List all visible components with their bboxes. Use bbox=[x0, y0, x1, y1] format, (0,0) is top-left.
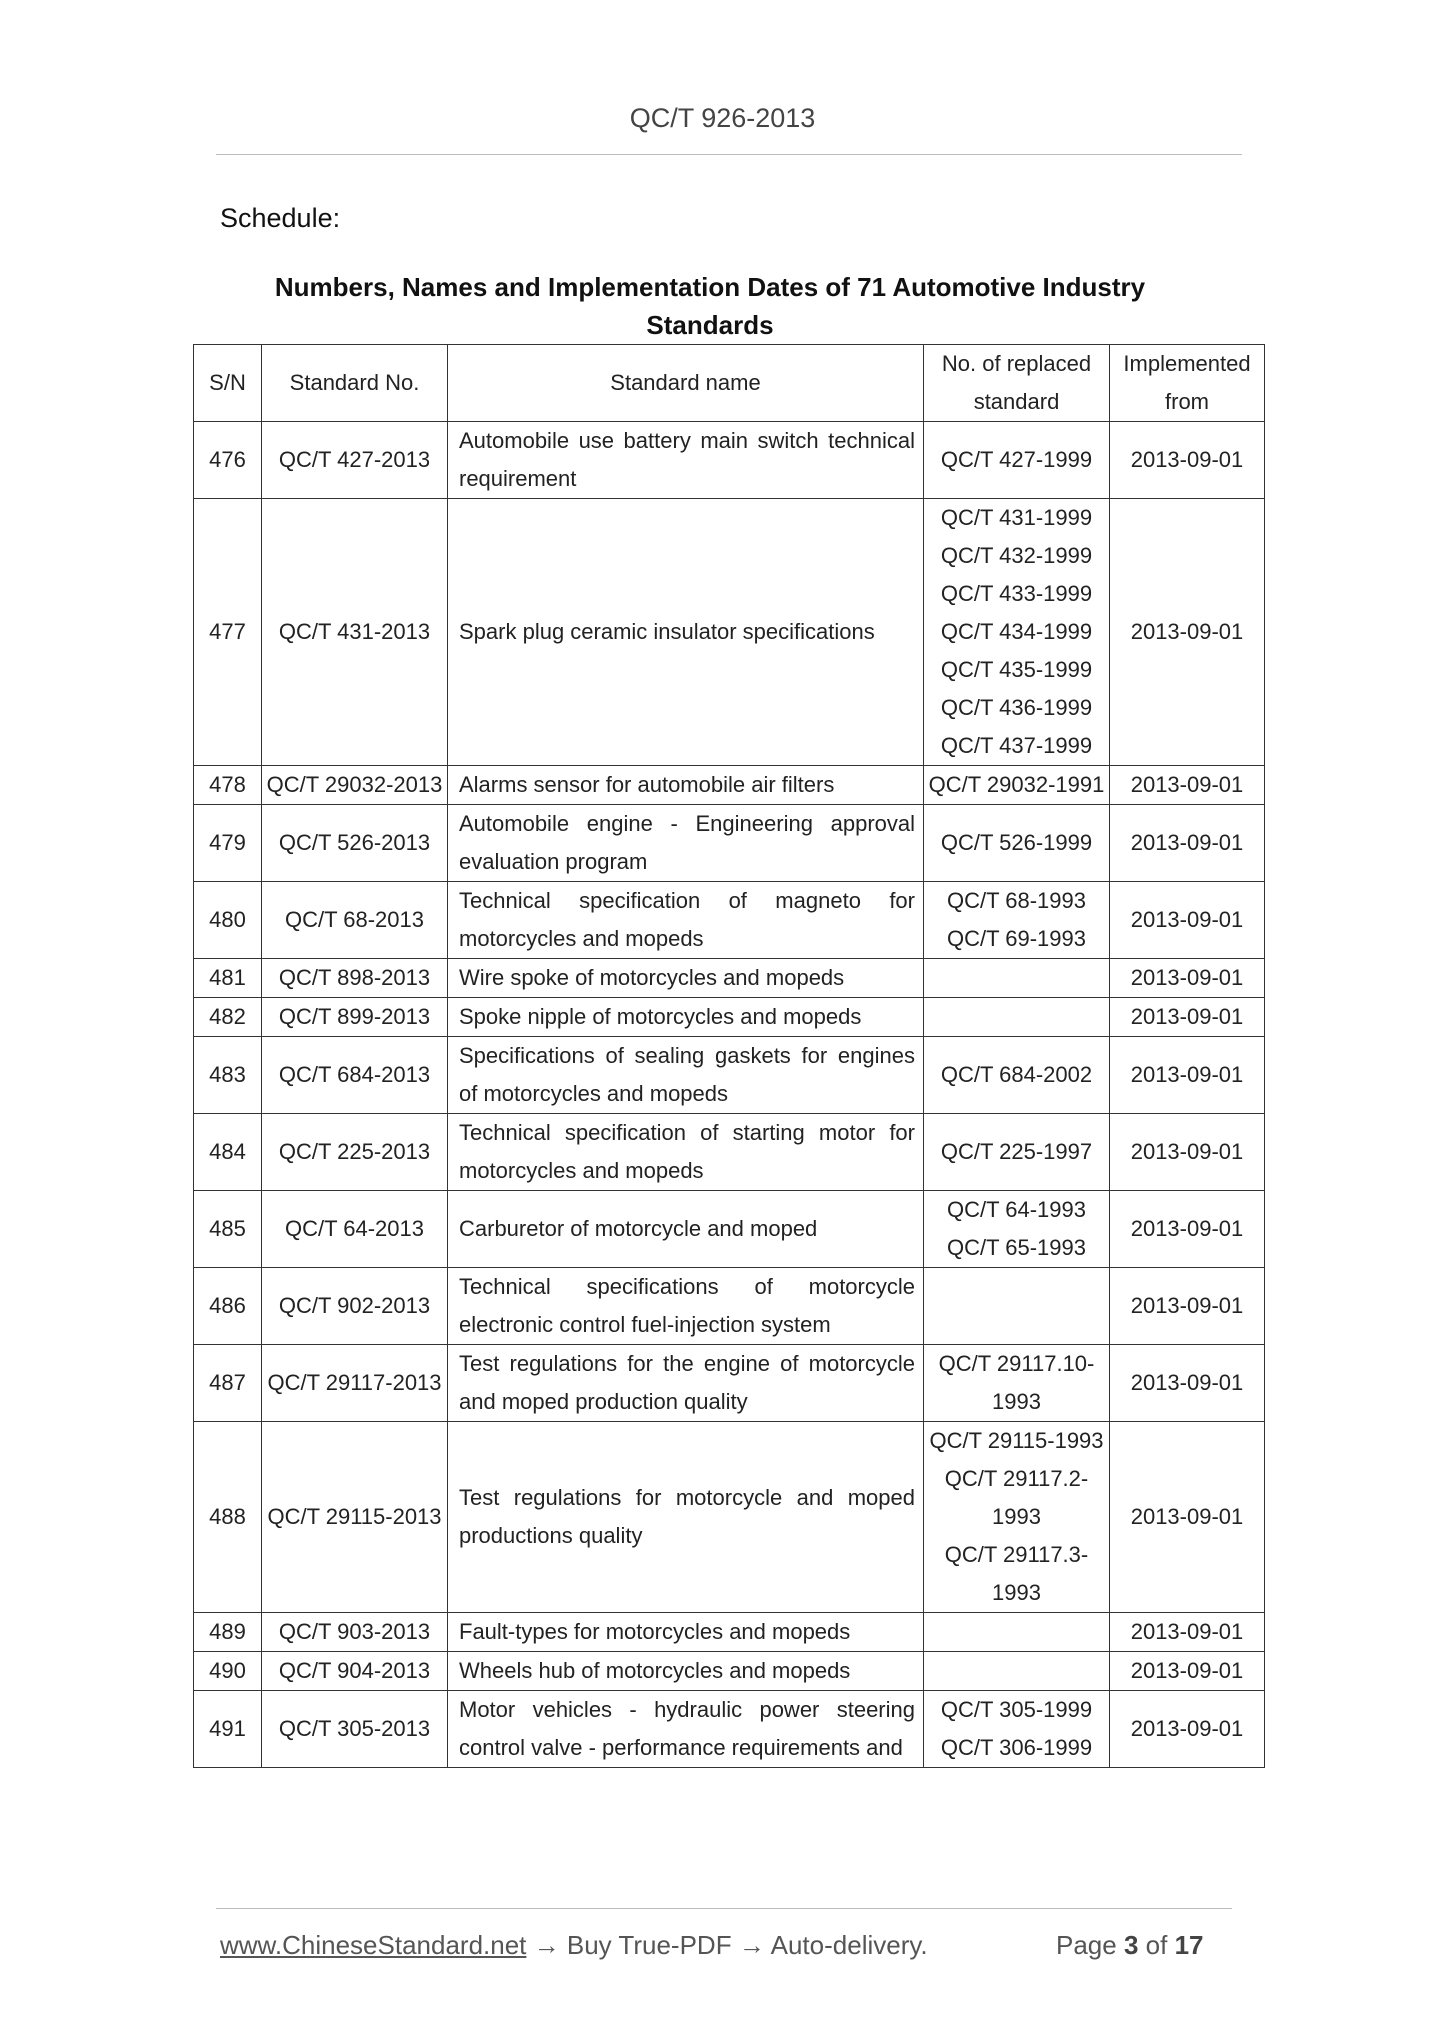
replaced-standard: QC/T 29032-1991 bbox=[928, 772, 1105, 797]
header-divider bbox=[216, 154, 1242, 155]
cell-replaced bbox=[924, 1652, 1110, 1691]
cell-standard-name: Automobile engine - Engineering approval evaluation program bbox=[448, 805, 924, 882]
col-header-standard-name: Standard name bbox=[448, 345, 924, 422]
cell-standard-no: QC/T 904-2013 bbox=[262, 1652, 448, 1691]
table-row bbox=[194, 1613, 1265, 1652]
cell-implemented: 2013-09-01 bbox=[1110, 882, 1265, 959]
cell-sn: 487 bbox=[194, 1345, 262, 1422]
auto-delivery-text: Auto-delivery. bbox=[770, 1930, 928, 1960]
cell-sn: 478 bbox=[194, 766, 262, 805]
replaced-standard: QC/T 433-1999 bbox=[940, 581, 1093, 606]
cell-implemented: 2013-09-01 bbox=[1110, 998, 1265, 1037]
cell-replaced bbox=[924, 1037, 1110, 1114]
cell-standard-name: Alarms sensor for automobile air filters bbox=[448, 766, 924, 805]
table-row bbox=[194, 1268, 1265, 1345]
table-row bbox=[194, 1422, 1265, 1613]
cell-standard-no: QC/T 427-2013 bbox=[262, 422, 448, 499]
cell-sn: 489 bbox=[194, 1613, 262, 1652]
replaced-standard: QC/T 684-2002 bbox=[940, 1062, 1093, 1087]
table-row bbox=[194, 1114, 1265, 1191]
table-row bbox=[194, 1345, 1265, 1422]
cell-standard-name: Fault-types for motorcycles and mopeds bbox=[448, 1613, 924, 1652]
cell-implemented: 2013-09-01 bbox=[1110, 766, 1265, 805]
cell-sn: 491 bbox=[194, 1691, 262, 1768]
cell-sn: 490 bbox=[194, 1652, 262, 1691]
cell-standard-no: QC/T 29032-2013 bbox=[262, 766, 448, 805]
table-row bbox=[194, 422, 1265, 499]
cell-sn: 480 bbox=[194, 882, 262, 959]
table-row bbox=[194, 1652, 1265, 1691]
cell-implemented: 2013-09-01 bbox=[1110, 1191, 1265, 1268]
table-row bbox=[194, 1037, 1265, 1114]
cell-sn: 485 bbox=[194, 1191, 262, 1268]
current-page: 3 bbox=[1123, 1930, 1139, 1960]
cell-standard-name: Carburetor of motorcycle and moped bbox=[448, 1191, 924, 1268]
cell-standard-no: QC/T 898-2013 bbox=[262, 959, 448, 998]
col-header-implemented: Implemented from bbox=[1110, 345, 1265, 422]
cell-standard-no: QC/T 684-2013 bbox=[262, 1037, 448, 1114]
cell-standard-name: Wire spoke of motorcycles and mopeds bbox=[448, 959, 924, 998]
replaced-standard: QC/T 65-1993 bbox=[946, 1235, 1086, 1260]
table-row bbox=[194, 882, 1265, 959]
replaced-standard: QC/T 526-1999 bbox=[940, 830, 1093, 855]
of-word: of bbox=[1145, 1930, 1168, 1960]
table-row bbox=[194, 1691, 1265, 1768]
table-row bbox=[194, 766, 1265, 805]
cell-implemented: 2013-09-01 bbox=[1110, 1691, 1265, 1768]
cell-replaced bbox=[924, 1114, 1110, 1191]
footer-links bbox=[220, 1930, 928, 1961]
replaced-standard: QC/T 305-1999 bbox=[940, 1697, 1093, 1722]
cell-sn: 479 bbox=[194, 805, 262, 882]
cell-replaced bbox=[924, 499, 1110, 766]
standards-table bbox=[193, 344, 1265, 1768]
cell-implemented: 2013-09-01 bbox=[1110, 1652, 1265, 1691]
replaced-standard: QC/T 306-1999 bbox=[940, 1735, 1093, 1760]
replaced-standard: QC/T 435-1999 bbox=[940, 657, 1093, 682]
cell-standard-name: Technical specification of magneto for motorcycles and mopeds bbox=[448, 882, 924, 959]
cell-replaced bbox=[924, 1691, 1110, 1768]
cell-standard-no: QC/T 29117-2013 bbox=[262, 1345, 448, 1422]
cell-sn: 483 bbox=[194, 1037, 262, 1114]
replaced-standard: QC/T 29117.2-1993 bbox=[944, 1466, 1089, 1529]
replaced-standard: QC/T 434-1999 bbox=[940, 619, 1093, 644]
cell-standard-name: Motor vehicles - hydraulic power steering control valve - performance requirements and bbox=[448, 1691, 924, 1768]
cell-standard-name: Spoke nipple of motorcycles and mopeds bbox=[448, 998, 924, 1037]
cell-sn: 486 bbox=[194, 1268, 262, 1345]
table-row bbox=[194, 1191, 1265, 1268]
cell-replaced bbox=[924, 1191, 1110, 1268]
cell-sn: 482 bbox=[194, 998, 262, 1037]
arrow-right-icon: → bbox=[738, 1930, 765, 1960]
replaced-standard: QC/T 64-1993 bbox=[946, 1197, 1086, 1222]
buy-pdf-text: Buy True-PDF bbox=[566, 1930, 732, 1960]
cell-sn: 481 bbox=[194, 959, 262, 998]
cell-standard-no: QC/T 68-2013 bbox=[262, 882, 448, 959]
cell-sn: 476 bbox=[194, 422, 262, 499]
cell-replaced bbox=[924, 959, 1110, 998]
cell-replaced bbox=[924, 422, 1110, 499]
table-row bbox=[194, 959, 1265, 998]
cell-standard-no: QC/T 902-2013 bbox=[262, 1268, 448, 1345]
replaced-standard: QC/T 427-1999 bbox=[940, 447, 1093, 472]
schedule-label: Schedule: bbox=[220, 203, 341, 233]
cell-implemented: 2013-09-01 bbox=[1110, 805, 1265, 882]
table-title: Numbers, Names and Implementation Dates of 71 Automotive Industry Standards bbox=[274, 272, 1146, 340]
col-header-standard-no: Standard No. bbox=[262, 345, 448, 422]
col-header-sn: S/N bbox=[194, 345, 262, 422]
cell-standard-no: QC/T 64-2013 bbox=[262, 1191, 448, 1268]
cell-implemented: 2013-09-01 bbox=[1110, 959, 1265, 998]
cell-replaced bbox=[924, 882, 1110, 959]
footer-divider bbox=[216, 1908, 1232, 1909]
cell-replaced bbox=[924, 1613, 1110, 1652]
cell-standard-name: Spark plug ceramic insulator specifications bbox=[448, 499, 924, 766]
cell-standard-name: Test regulations for motorcycle and moped productions quality bbox=[448, 1422, 924, 1613]
cell-standard-name: Technical specification of starting motor for motorcycles and mopeds bbox=[448, 1114, 924, 1191]
col-header-replaced: No. of replaced standard bbox=[924, 345, 1110, 422]
website-link[interactable]: www.ChineseStandard.net bbox=[220, 1930, 527, 1960]
replaced-standard: QC/T 436-1999 bbox=[940, 695, 1093, 720]
page-word: Page bbox=[1056, 1930, 1117, 1960]
cell-implemented: 2013-09-01 bbox=[1110, 499, 1265, 766]
cell-implemented: 2013-09-01 bbox=[1110, 1422, 1265, 1613]
cell-standard-name: Test regulations for the engine of motorcycle and moped production quality bbox=[448, 1345, 924, 1422]
replaced-standard: QC/T 225-1997 bbox=[940, 1139, 1093, 1164]
cell-replaced bbox=[924, 998, 1110, 1037]
cell-standard-no: QC/T 305-2013 bbox=[262, 1691, 448, 1768]
cell-replaced bbox=[924, 1345, 1110, 1422]
cell-standard-no: QC/T 431-2013 bbox=[262, 499, 448, 766]
cell-sn: 484 bbox=[194, 1114, 262, 1191]
cell-replaced bbox=[924, 766, 1110, 805]
replaced-standard: QC/T 29117.10-1993 bbox=[938, 1351, 1095, 1414]
table-row bbox=[194, 499, 1265, 766]
cell-implemented: 2013-09-01 bbox=[1110, 1268, 1265, 1345]
cell-standard-no: QC/T 899-2013 bbox=[262, 998, 448, 1037]
cell-implemented: 2013-09-01 bbox=[1110, 1114, 1265, 1191]
cell-standard-name: Automobile use battery main switch technical requirement bbox=[448, 422, 924, 499]
cell-implemented: 2013-09-01 bbox=[1110, 1345, 1265, 1422]
table-header-row bbox=[194, 345, 1265, 422]
cell-sn: 488 bbox=[194, 1422, 262, 1613]
cell-standard-no: QC/T 526-2013 bbox=[262, 805, 448, 882]
cell-standard-name: Wheels hub of motorcycles and mopeds bbox=[448, 1652, 924, 1691]
total-pages: 17 bbox=[1174, 1930, 1204, 1960]
replaced-standard: QC/T 437-1999 bbox=[940, 733, 1093, 758]
replaced-standard: QC/T 68-1993 bbox=[946, 888, 1086, 913]
cell-standard-name: Specifications of sealing gaskets for engines of motorcycles and mopeds bbox=[448, 1037, 924, 1114]
page-number bbox=[1056, 1930, 1204, 1961]
cell-standard-no: QC/T 29115-2013 bbox=[262, 1422, 448, 1613]
cell-implemented: 2013-09-01 bbox=[1110, 1613, 1265, 1652]
cell-replaced bbox=[924, 1268, 1110, 1345]
cell-sn: 477 bbox=[194, 499, 262, 766]
replaced-standard: QC/T 69-1993 bbox=[946, 926, 1086, 951]
cell-replaced bbox=[924, 1422, 1110, 1613]
table-row bbox=[194, 998, 1265, 1037]
cell-standard-no: QC/T 903-2013 bbox=[262, 1613, 448, 1652]
cell-replaced bbox=[924, 805, 1110, 882]
cell-implemented: 2013-09-01 bbox=[1110, 422, 1265, 499]
replaced-standard: QC/T 29117.3-1993 bbox=[944, 1542, 1089, 1605]
replaced-standard: QC/T 29115-1993 bbox=[929, 1428, 1104, 1453]
cell-standard-name: Technical specifications of motorcycle electronic control fuel-injection system bbox=[448, 1268, 924, 1345]
replaced-standard: QC/T 431-1999 bbox=[940, 505, 1093, 530]
cell-standard-no: QC/T 225-2013 bbox=[262, 1114, 448, 1191]
cell-implemented: 2013-09-01 bbox=[1110, 1037, 1265, 1114]
page-header-title: QC/T 926-2013 bbox=[629, 103, 816, 133]
replaced-standard: QC/T 432-1999 bbox=[940, 543, 1093, 568]
arrow-right-icon: → bbox=[533, 1930, 560, 1960]
table-row bbox=[194, 805, 1265, 882]
